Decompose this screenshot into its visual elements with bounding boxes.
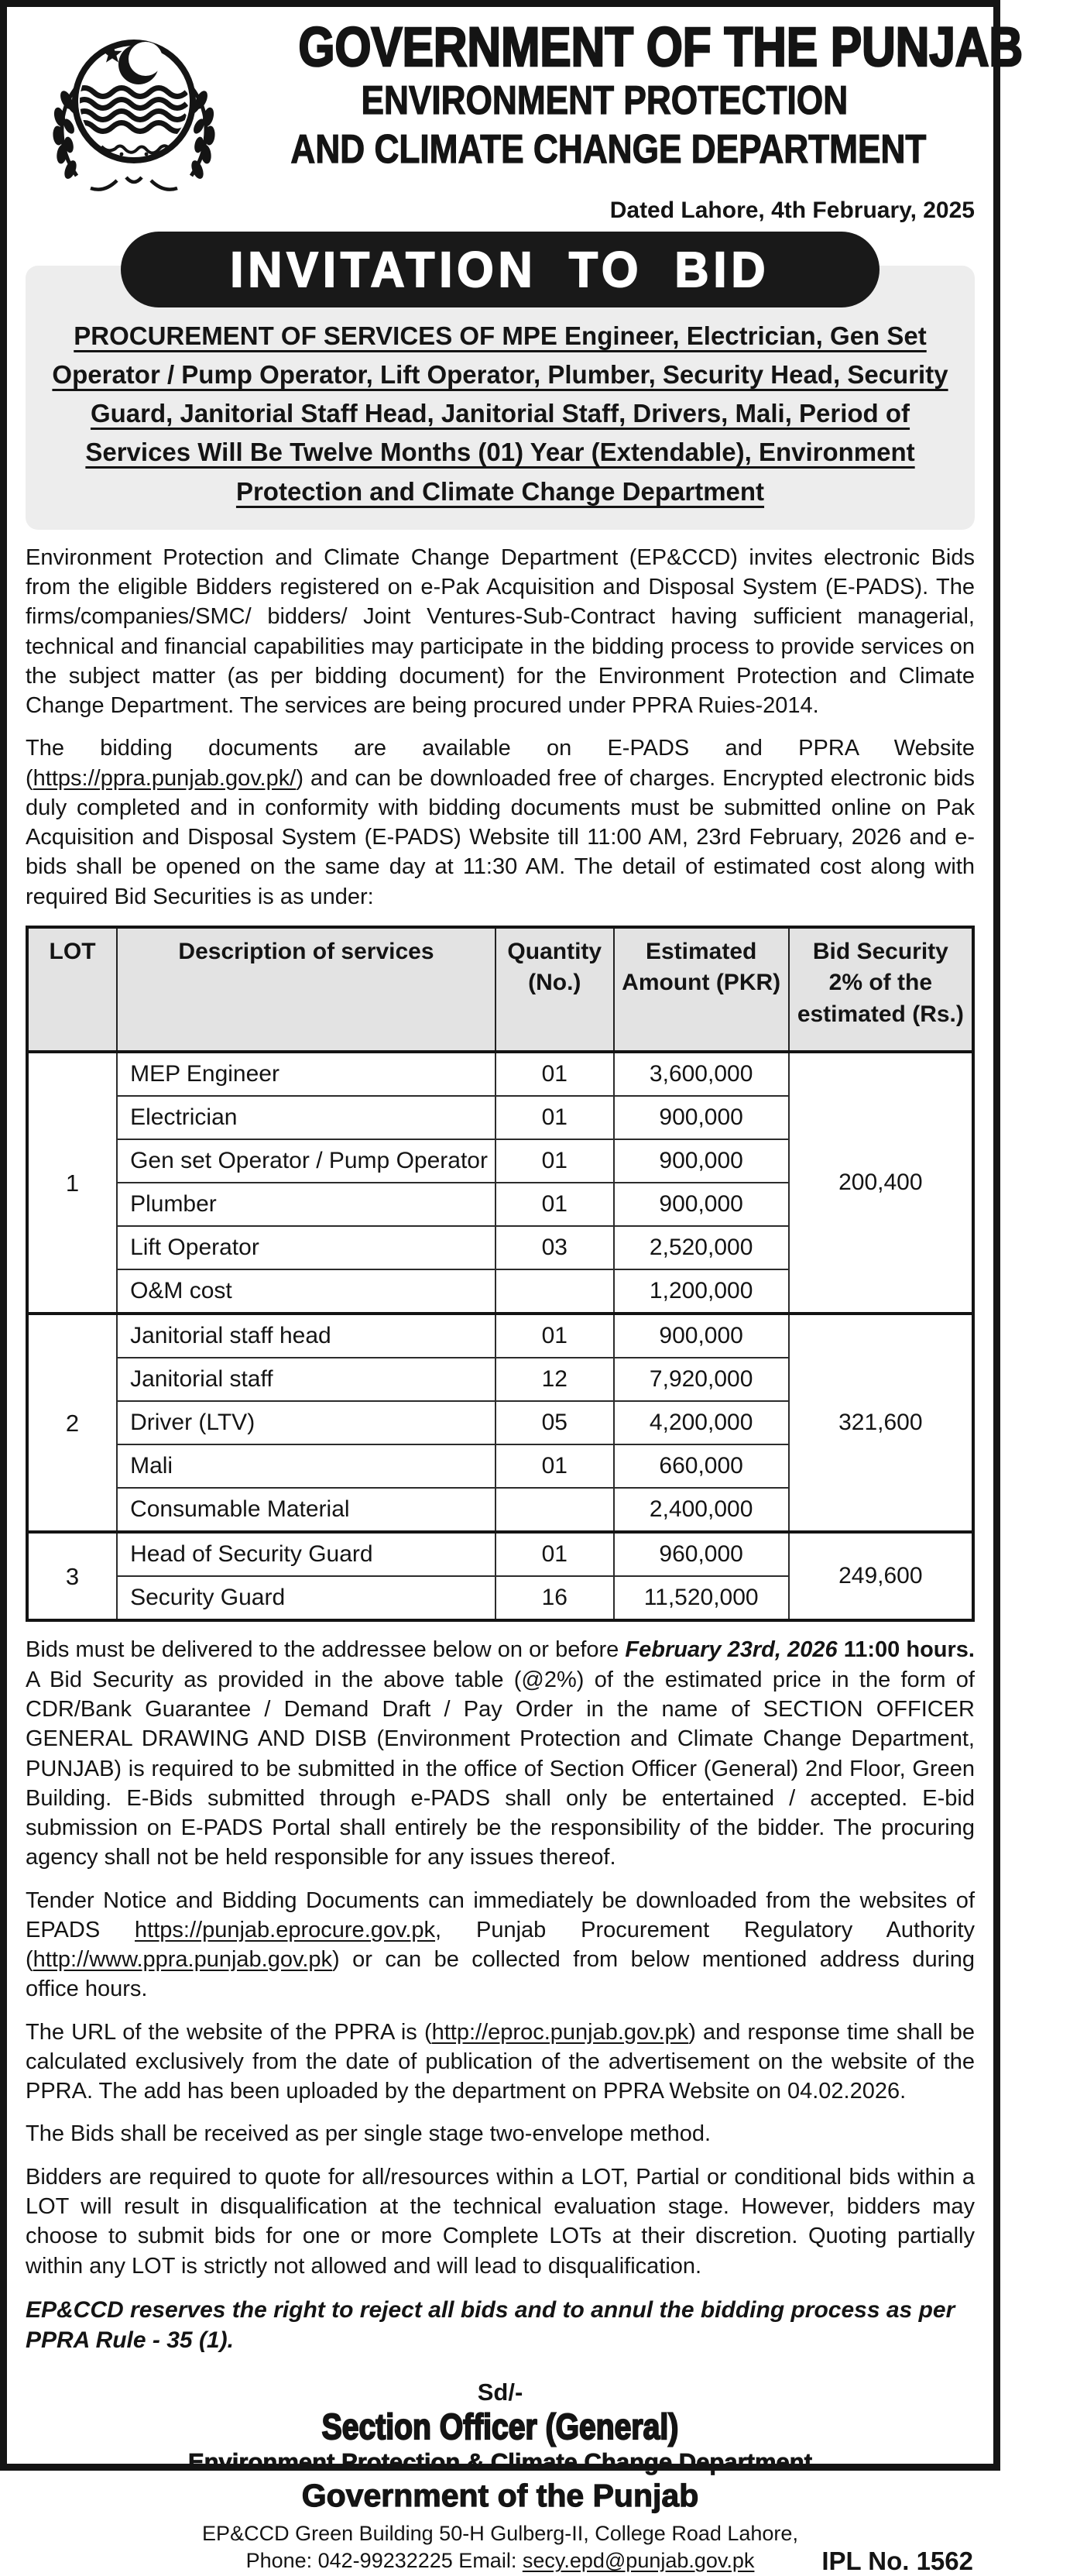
quantity: 01 — [495, 1532, 614, 1576]
service-description: Consumable Material — [117, 1488, 495, 1532]
tender-notice-text-1: Tender Notice and Bidding Documents can immediately be downloaded from the websites of EPADS — [26, 1887, 975, 1942]
ppra-url-text-1: The URL of the website of the PPRA is ( — [26, 2019, 432, 2045]
paragraph-lot-quoting — [26, 2162, 975, 2281]
dated-line: Dated Lahore, 4th February, 2025 — [609, 197, 975, 223]
phone-label: Phone: 042-99232225 Email: — [245, 2549, 523, 2573]
estimated-amount: 960,000 — [614, 1532, 789, 1576]
estimated-amount: 900,000 — [614, 1096, 789, 1139]
title-environment-protection: ENVIRONMENT PROTECTION — [361, 77, 849, 123]
estimated-amount: 900,000 — [614, 1314, 789, 1358]
signatory-government: Government of the Punjab — [301, 2477, 699, 2513]
signatory-title: Section Officer (General) — [321, 2406, 679, 2447]
delivery-deadline-date: February 23rd, 2026 — [625, 1637, 838, 1663]
service-description: Electrician — [117, 1096, 495, 1139]
quantity: 16 — [495, 1576, 614, 1620]
col-header-quantity: Quantity (No.) — [495, 927, 614, 1053]
bid-security: 321,600 — [789, 1314, 973, 1532]
ipl-number: IPL No. 1562 — [821, 2547, 973, 2576]
envelope-method-text: The Bids shall be received as per single stage two-envelope method. — [26, 2121, 712, 2147]
table-row — [27, 1052, 973, 1096]
col-header-estimated-amount: Estimated Amount (PKR) — [614, 927, 789, 1053]
banner-text: INVITATION TO BID — [230, 242, 770, 297]
col-header-description: Description of services — [117, 927, 495, 1053]
quantity: 03 — [495, 1226, 614, 1269]
table-row — [27, 1532, 973, 1576]
service-description: MEP Engineer — [117, 1052, 495, 1096]
rights-reservation-text: EP&CCD reserves the right to reject all bids and to annul the bidding process as per PPRA Rule - 35 (1). — [26, 2296, 955, 2353]
table-row — [27, 1314, 973, 1358]
col-header-lot: LOT — [27, 927, 117, 1053]
paragraph-bid-delivery — [26, 1635, 975, 1872]
bidding-docs-text-2: ) and can be downloaded free of charges. Encrypted electronic bids duly completed and in conformity with bidding documents must be submitted online on Pak Acquisition and Disposal System (E-PADS) Website till 11:00 AM, 23rd February, 2026 and e- bids shall be opened on the same day at 11:30 AM. The detail of estimated cost along with required Bid Securities is as under: — [26, 765, 975, 909]
signatory-department: Environment Protection & Climate Change Department — [187, 2447, 813, 2475]
service-description: Gen set Operator / Pump Operator — [117, 1139, 495, 1183]
delivery-text-1: Bids must be delivered to the addressee below on or before — [26, 1637, 626, 1663]
lot-number: 3 — [27, 1532, 117, 1620]
quantity — [495, 1269, 614, 1314]
invitation-to-bid-banner — [121, 232, 880, 307]
bid-security: 200,400 — [789, 1052, 973, 1314]
intro-text: Environment Protection and Climate Change Department (EP&CCD) invites electronic Bids from the eligible Bidders registered on e-Pak Acquisition and Disposal System (E-PADS). The firms/companies/SMC/ bidders/ Joint Ventures-Sub-Contract having sufficient managerial, technical and financial capabilities may participate in the bidding process to provide services on the subject matter (as per bidding document) for the Environment Protection and Climate Change Department. The services are being procured under PPRA Ruies-2014. — [26, 544, 975, 719]
punjab-government-crest-icon — [30, 21, 238, 196]
office-address: EP&CCD Green Building 50-H Gulberg-II, College Road Lahore, — [202, 2522, 798, 2546]
estimated-amount: 900,000 — [614, 1139, 789, 1183]
paragraph-bidding-documents — [26, 733, 975, 912]
estimated-amount: 3,600,000 — [614, 1052, 789, 1096]
quantity: 01 — [495, 1183, 614, 1226]
email-link[interactable]: secy.epd@punjab.gov.pk — [522, 2549, 755, 2573]
ppra-url-text-2: ) and response time shall be calculated exclusively from the date of publication of the advertisement on the website of the PPRA. The add has been uploaded by the department on PPRA Website on 04.02.2026. — [26, 2019, 975, 2104]
estimated-amount: 11,520,000 — [614, 1576, 789, 1620]
paragraph-intro — [26, 543, 975, 721]
service-description: Mali — [117, 1444, 495, 1488]
ppra-punjab-website-link[interactable]: https://ppra.punjab.gov.pk/ — [33, 765, 297, 791]
department-titles — [235, 17, 1024, 175]
bid-security: 249,600 — [789, 1532, 973, 1620]
quantity: 12 — [495, 1358, 614, 1401]
procurement-subject-text: PROCUREMENT OF SERVICES OF MPE Engineer, Electrician, Gen Set Operator / Pump Operator, Lift Operator, Plumber, Security Head, Security Guard, Janitorial Staff Head, Janitorial Staff, Drivers, Mali, Period of Services Will Be Twelve Months (01) Year (Extendable), Environment Protection and Climate Change Department — [52, 321, 948, 506]
sd-line: Sd/- — [477, 2378, 523, 2406]
page-title: GOVERNMENT OF THE PUNJAB — [298, 17, 1024, 78]
service-description: Head of Security Guard — [117, 1532, 495, 1576]
delivery-deadline-time: 11:00 hours. — [837, 1637, 975, 1663]
estimated-amount: 900,000 — [614, 1183, 789, 1226]
service-description: Janitorial staff — [117, 1358, 495, 1401]
bidding-docs-text-1: The bidding documents are available on E-PADS and PPRA Website ( — [26, 736, 975, 791]
estimated-amount: 4,200,000 — [614, 1401, 789, 1444]
service-description: Security Guard — [117, 1576, 495, 1620]
lot-number: 2 — [27, 1314, 117, 1532]
quantity: 01 — [495, 1096, 614, 1139]
paragraph-tender-notice — [26, 1886, 975, 2004]
header — [26, 17, 1024, 196]
delivery-text-2: A Bid Security as provided in the above table (@2%) of the estimated price in the form of CDR/Bank Guarantee / Demand Draft / Pay Order in the name of SECTION OFFICER GENERAL DRAWING AND DISB (Environment Protection and Climate Change Department, PUNJAB) is required to be submitted in the office of Section Officer (General) 2nd Floor, Green Building. E-Bids submitted through e-PADS shall only be entertained / accepted. E-bid submission on E-PADS Portal shall entirely be the responsibility of the bidder. The procuring agency shall not be held responsible for any issues thereof. — [26, 1667, 975, 1870]
eproc-punjab-link[interactable]: http://eproc.punjab.gov.pk — [431, 2019, 689, 2045]
col-header-bid-security: Bid Security 2% of the estimated (Rs.) — [789, 927, 973, 1053]
service-description: Driver (LTV) — [117, 1401, 495, 1444]
footer-signature-block — [26, 2379, 975, 2575]
estimated-cost-table — [26, 926, 975, 1623]
tender-notice-text-2: , Punjab Procurement Regulatory Authority ( — [26, 1917, 976, 1973]
estimated-amount: 2,520,000 — [614, 1226, 789, 1269]
paragraph-envelope-method — [26, 2119, 975, 2148]
title-climate-change-department: AND CLIMATE CHANGE DEPARTMENT — [290, 127, 927, 173]
epads-website-link[interactable]: https://punjab.eprocure.gov.pk — [135, 1917, 436, 1942]
estimated-amount: 2,400,000 — [614, 1488, 789, 1532]
service-description: O&M cost — [117, 1269, 495, 1314]
quantity: 01 — [495, 1444, 614, 1488]
table-header-row — [27, 927, 973, 1053]
estimated-amount: 7,920,000 — [614, 1358, 789, 1401]
quantity: 01 — [495, 1052, 614, 1096]
quantity: 01 — [495, 1139, 614, 1183]
paragraph-rights-reservation — [26, 2295, 975, 2355]
service-description: Plumber — [117, 1183, 495, 1226]
service-description: Lift Operator — [117, 1226, 495, 1269]
quantity: 05 — [495, 1401, 614, 1444]
tender-notice-text-3: ) or can be collected from below mentioned address during office hours. — [26, 1947, 975, 2002]
estimated-amount: 660,000 — [614, 1444, 789, 1488]
lot-number: 1 — [27, 1052, 117, 1314]
estimated-amount: 1,200,000 — [614, 1269, 789, 1314]
quantity — [495, 1488, 614, 1532]
lot-quoting-text: Bidders are required to quote for all/resources within a LOT, Partial or conditional bids within a LOT will result in disqualification at the technical evaluation stage. However, bidders may choose to submit bids for one or more Complete LOTs at their discretion. Quoting partially within any LOT is strictly not allowed and will lead to disqualification. — [26, 2164, 975, 2279]
quantity: 01 — [495, 1314, 614, 1358]
ppra-authority-link[interactable]: http://www.ppra.punjab.gov.pk — [33, 1947, 333, 1973]
service-description: Janitorial staff head — [117, 1314, 495, 1358]
paragraph-ppra-url — [26, 2018, 975, 2107]
